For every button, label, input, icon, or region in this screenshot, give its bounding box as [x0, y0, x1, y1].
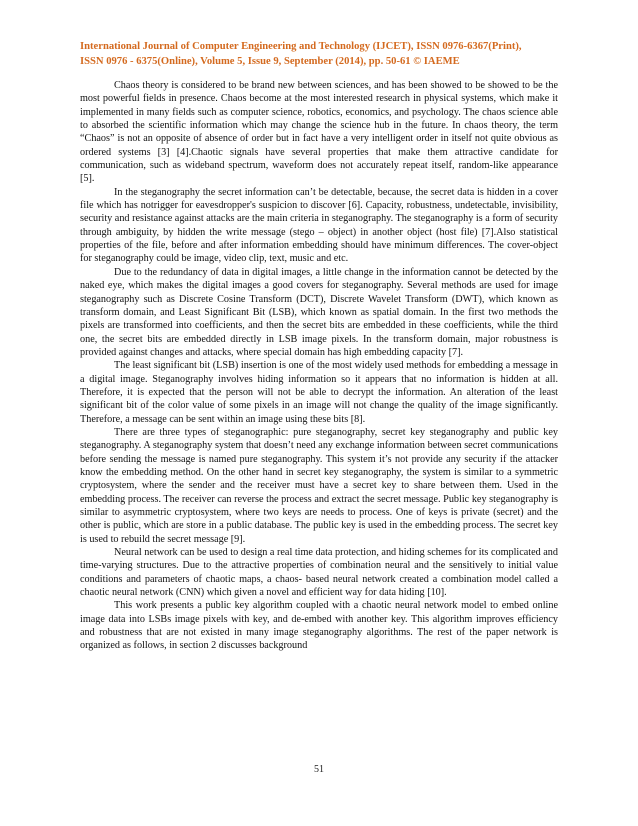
paragraph-this-work: This work presents a public key algorithm coupled with a chaotic neural network model to embed online image data into LSBs image pixels with key, and de-embed with another key. This algorithm improves efficiency and robustness that are not existed in many image steganography algorithms. The rest of the paper network is organized as follows, in section 2 discusses background [80, 600, 558, 652]
journal-page [80, 40, 558, 810]
journal-header-line-1: International Journal of Computer Engineering and Technology (IJCET), ISSN 0976-6367(Print), [80, 41, 522, 52]
paragraph-neural-network: Neural network can be used to design a real time data protection, and hiding schemes for its complicated and time-varying structures. Due to the attractive properties of combination neural and the sensitively to initial value conditions and parameters of chaotic maps, a chaos- based neural network created a combination model called a chaotic neural network (CNN) which given a novel and efficient way for data hiding [10]. [80, 547, 558, 599]
page-number: 51 [314, 764, 324, 775]
paragraph-redundancy-methods: Due to the redundancy of data in digital images, a little change in the information cannot be detected by the naked eye, which makes the digital images a good covers for steganography. Several methods are used for image steganography such as Discrete Cosine Transform (DCT), Discrete Wavelet Transform (DWT), which known as transform domain, and Least Significant Bit (LSB), which known as spatial domain. In the first two methods the pixels are transformed into coefficients, and then the secret bits are embedded in these coefficients, while the third one, the secret bits are embedded directly in LSB image pixels. In the transform domain, major robustness is provided against changes and attacks, where special domain has high embedding capacity [7]. [80, 266, 558, 358]
article-body [80, 79, 558, 653]
paragraph-lsb-insertion: The least significant bit (LSB) insertion is one of the most widely used methods for embedding a message in a digital image. Steganography involves hiding information so it appears that no information is hidden at all. Therefore, it is expected that the person will not be able to decrypt the information. An alteration of the least significant bit of the color value of some pixels in an image will not change the quality of the image significantly. Therefore, a message can be sent within an image using these bits [8]. [80, 360, 558, 425]
journal-header [80, 40, 558, 69]
paragraph-steganography-types: There are three types of steganographic: pure steganography, secret key steganography and public key steganography. A steganography system that doesn’t need any exchange information between secret communications before sending the message is named pure steganography. This system it’s not provide any security if the attacker know the embedding method. On the other hand in secret key steganography, the system is similar to a symmetric cryptosystem, where the sender and the receiver must have a secret key to share between them. Used in the embedding process. The receiver can reverse the process and extract the secret message. Public key steganography is similar to asymmetric cryptosystem, where two keys are needs to process. One of keys is private (secret) and the other is public, which are store in a public database. The public key is used in the embedding process. The secret key is used to rebuild the secret message [9]. [80, 426, 558, 545]
paragraph-steganography-secret: In the steganography the secret information can’t be detectable, because, the secret data is hidden in a cover file which has notrigger for eavesdropper's suspicion to discover [6]. Capacity, robustness, undetectable, invisibility, security and resistance against attacks are the main criteria in steganography. The steganography is a form of security through ambiguity, by hidden the write message (stego – object) in another object (host file) [7].Also statistical properties of the file, before and after information embedding should have minimum differences. The cover-object for steganography could be image, video clip, text, music and etc. [80, 186, 558, 265]
paragraph-chaos-theory: Chaos theory is considered to be brand new between sciences, and has been showed to be showed to be the most powerful fields in presence. Chaos become at the most interested research in physical systems, which make it implemented in many fields such as computer science, robotics, economics, and psychology. The chaos science able to absorbed the scientific information which may change the science hub in the future. In chaos theory, the term “Chaos” is not an opposite of absence of order but in fact have a very intelligent order in itself not quite obvious as ordered systems [3] [4].Chaotic signals have several properties that make them attractive candidate for communication, such as wideband spectrum, waveform does not accurately repeat itself, random-like appearance [5]. [80, 80, 558, 185]
journal-header-line-2: ISSN 0976 - 6375(Online), Volume 5, Issue 9, September (2014), pp. 50-61 © IAEME [80, 55, 460, 67]
